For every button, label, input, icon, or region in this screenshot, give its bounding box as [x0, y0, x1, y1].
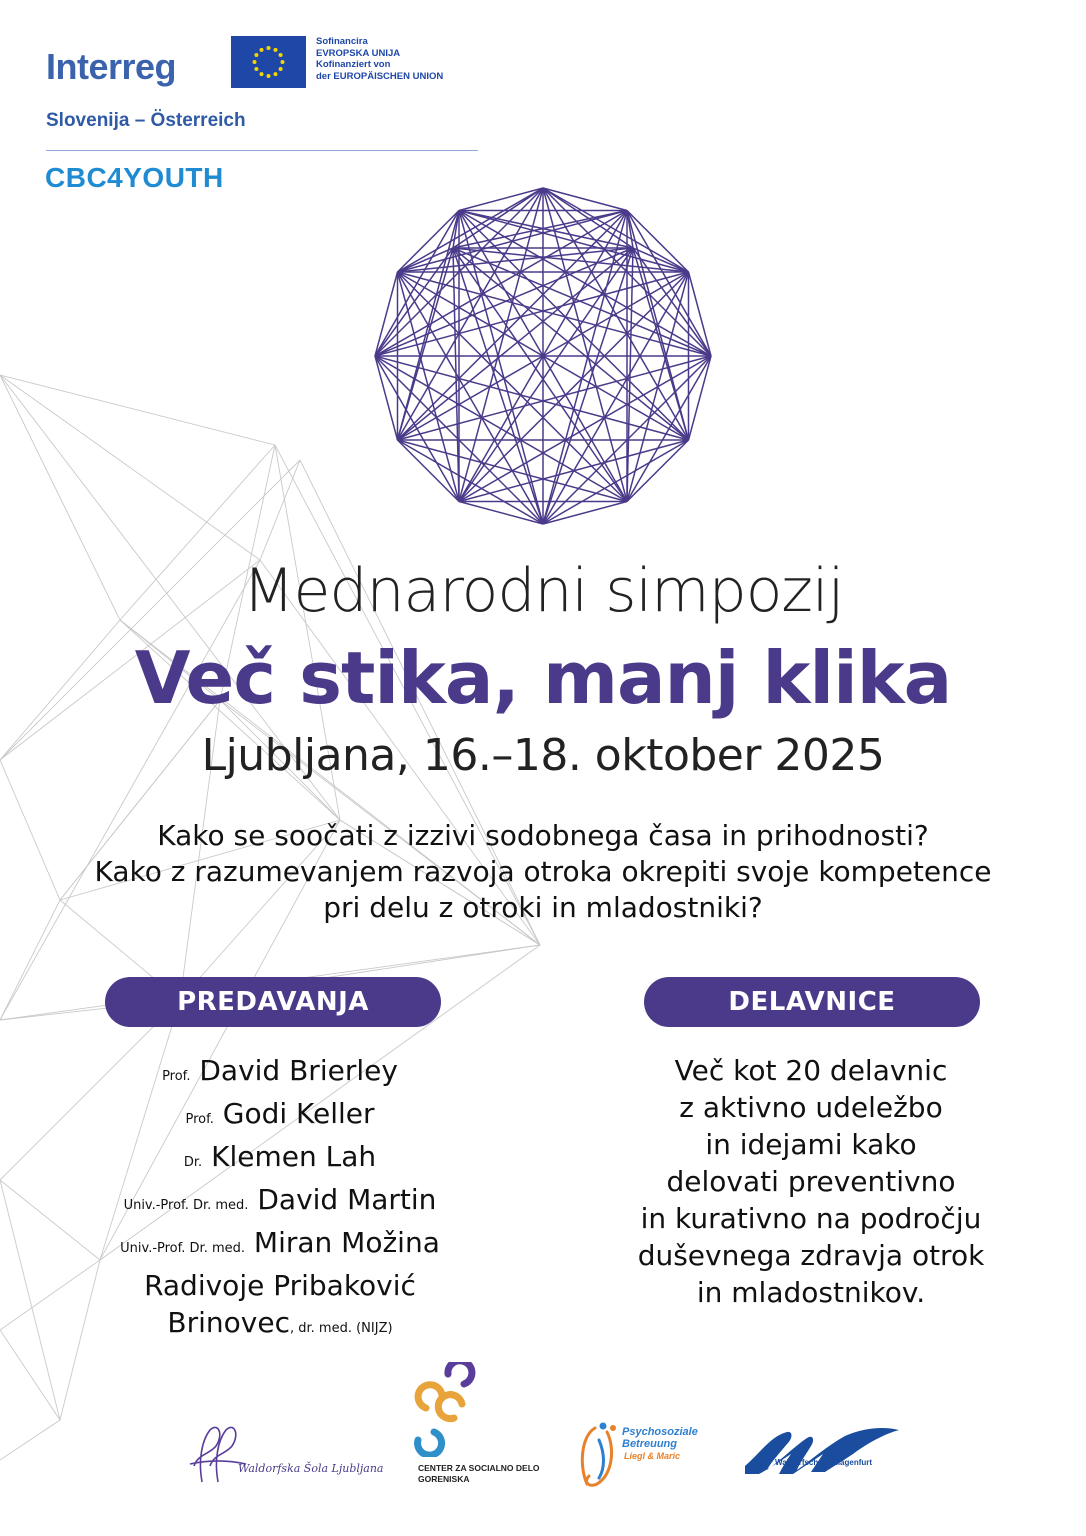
speaker-prefix: Prof.: [162, 1069, 191, 1084]
emblem-line: [543, 248, 633, 524]
speaker-name: Radivoje Pribaković: [144, 1269, 416, 1302]
workshops-line: delovati preventivno: [666, 1165, 956, 1198]
lectures-heading: PREDAVANJA: [105, 977, 441, 1027]
emblem-line: [459, 248, 633, 501]
speaker-item: [60, 1224, 500, 1267]
speaker-item: [60, 1181, 500, 1224]
program-region: Slovenija – Österreich: [46, 110, 246, 131]
workshops-line: Več kot 20 delavnic: [674, 1054, 948, 1087]
eu-line-4: der EUROPÄISCHEN UNION: [316, 70, 444, 82]
speaker-item: [60, 1267, 500, 1304]
speaker-prefix: Univ.-Prof. Dr. med.: [123, 1198, 249, 1213]
speaker-suffix: , dr. med. (NIJZ): [290, 1321, 393, 1336]
emblem-line: [375, 356, 459, 501]
speaker-item: [60, 1052, 500, 1095]
waldorfschule-wave-icon: [741, 1422, 903, 1482]
workshops-line: z aktivno udeležbo: [679, 1091, 943, 1124]
waldorf-ljubljana-logo: [188, 1420, 384, 1490]
psychosoziale-figure-icon: [575, 1418, 623, 1490]
csd-label: [418, 1463, 540, 1485]
csd-label-line-2: GORENISKA: [418, 1474, 470, 1484]
csd-gorenjska-logo: [404, 1362, 554, 1492]
interreg-logo-text: Interreg: [46, 46, 177, 87]
speaker-list: [60, 1052, 500, 1347]
speaker-prefix: Prof.: [185, 1112, 214, 1127]
speaker-name: Godi Keller: [222, 1097, 375, 1130]
speaker-prefix: Dr.: [183, 1155, 203, 1170]
emblem-line: [398, 440, 543, 524]
emblem-line: [543, 188, 627, 211]
emblem-line: [627, 248, 633, 501]
emblem-line: [459, 211, 688, 440]
header-divider: [46, 150, 478, 151]
speaker-item: [60, 1304, 500, 1347]
emblem-line: [543, 501, 627, 524]
eu-line-3: Kofinanziert von: [316, 59, 391, 70]
csd-label-line-1: CENTER ZA SOCIALNO DELO: [418, 1463, 540, 1473]
speaker-name: David Brierley: [199, 1054, 398, 1087]
speaker-name: Klemen Lah: [211, 1140, 377, 1173]
event-title: Več stika, manj klika: [134, 636, 952, 720]
psychosoziale-betreuung-logo: [575, 1418, 715, 1490]
event-type: Mednarodni simpozij: [242, 556, 844, 626]
psychosoziale-line-1: Psychosoziale: [622, 1426, 698, 1438]
psychosoziale-label: [622, 1426, 698, 1450]
psychosoziale-line-3: Liegl & Maric: [624, 1451, 681, 1461]
workshops-heading: DELAVNICE: [644, 977, 980, 1027]
workshops-line: duševnega zdravja otrok: [637, 1239, 985, 1272]
event-place-date: Ljubljana, 16.–18. oktober 2025: [201, 730, 885, 781]
emblem-line: [459, 501, 543, 524]
emblem-line: [459, 188, 543, 211]
emblem-line: [375, 356, 627, 501]
question-1: Kako se soočati z izzivi sodobnega časa in prihodnosti?: [157, 819, 929, 852]
workshops-line: in kurativno na področju: [640, 1202, 982, 1235]
eu-line-2: EVROPSKA UNIJA: [316, 47, 401, 59]
emblem-line: [688, 356, 711, 440]
workshops-description: [585, 1052, 1037, 1311]
speaker-prefix: Univ.-Prof. Dr. med.: [120, 1241, 246, 1256]
workshops-line: in idejami kako: [705, 1128, 917, 1161]
question-3: pri delu z otroki in mladostniki?: [323, 891, 763, 924]
eu-flag-icon: [231, 36, 306, 88]
waldorfschule-klagenfurt-label: Waldorfschule Klagenfurt: [775, 1458, 873, 1467]
speaker-name: Brinovec: [167, 1306, 290, 1339]
csd-rings-icon: [404, 1362, 484, 1457]
eu-line-1: Sofinancira: [316, 36, 368, 47]
geometric-lotus-emblem: [370, 183, 716, 531]
speaker-name: Miran Možina: [253, 1226, 440, 1259]
waldorfschule-klagenfurt-logo: [741, 1422, 903, 1492]
emblem-line: [453, 248, 543, 524]
eu-cofinancing-text: [316, 36, 443, 82]
emblem-line: [375, 211, 459, 356]
waldorf-ljubljana-mark-icon: [188, 1420, 248, 1490]
emblem-line: [453, 248, 459, 501]
speaker-name: David Martin: [257, 1183, 437, 1216]
emblem-lines: [375, 188, 711, 524]
intro-questions: [0, 818, 1086, 926]
psychosoziale-line-2: Betreuung: [622, 1438, 677, 1450]
workshops-line: in mladostnikov.: [696, 1276, 926, 1309]
emblem-line: [375, 356, 398, 440]
emblem-line: [398, 211, 627, 440]
speaker-item: [60, 1138, 500, 1181]
speaker-item: [60, 1095, 500, 1138]
question-2: Kako z razumevanjem razvoja otroka okrepiti svoje kompetence: [94, 855, 992, 888]
waldorf-ljubljana-label: Waldorfska Šola Ljubljana: [238, 1462, 384, 1475]
emblem-line: [375, 272, 398, 356]
emblem-line: [688, 272, 711, 356]
project-name: CBC4YOUTH: [45, 162, 224, 193]
